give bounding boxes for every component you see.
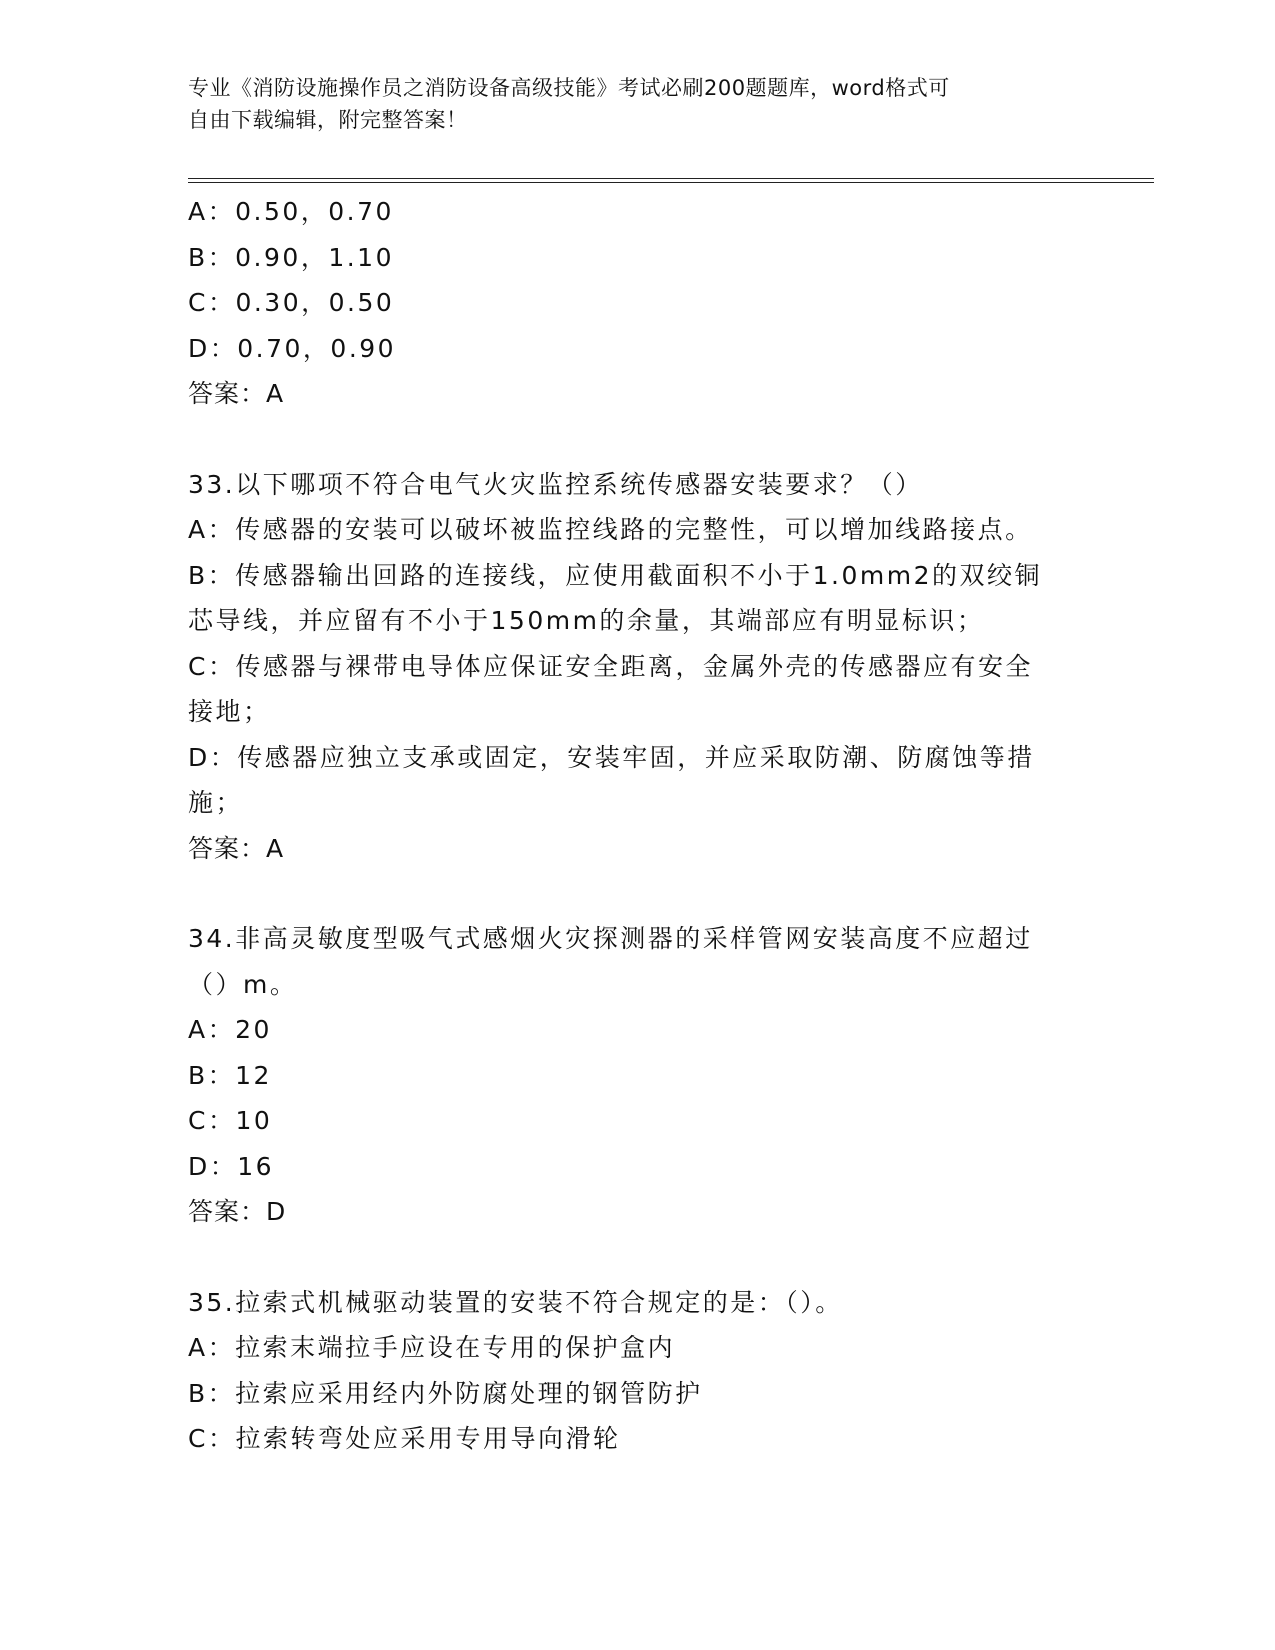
option-c: C：10 [188,1106,273,1135]
question-text: 33.以下哪项不符合电气火灾监控系统传感器安装要求？（） [188,469,923,499]
question-32 [188,189,1088,417]
answer: 答案：D [188,1197,287,1226]
option-b: B：传感器输出回路的连接线，应使用截面积不小于1.0mm2的双绞铜 [188,560,1043,590]
question-text-continued: （）m。 [188,969,298,999]
option-d: D：0.70，0.90 [188,333,397,363]
question-text: 34.非高灵敏度型吸气式感烟火灾探测器的采样管网安装高度不应超过 [188,924,1033,953]
header-line-1: 专业《消防设施操作员之消防设备高级技能》考试必刷200题题库，word格式可 [188,76,950,100]
question-34 [188,916,1088,1235]
page-header [188,72,1088,136]
header-line-2: 自由下载编辑，附完整答案！ [188,108,468,132]
option-a: A：拉索末端拉手应设在专用的保护盒内 [188,1333,676,1362]
option-a: A：传感器的安装可以破坏被监控线路的完整性，可以增加线路接点。 [188,515,1033,544]
answer: 答案：A [188,379,285,408]
header-divider [188,178,1154,183]
option-c: C：拉索转弯处应采用专用导向滑轮 [188,1424,621,1453]
option-a: A：0.50，0.70 [188,197,394,226]
option-c: C：0.30，0.50 [188,288,395,317]
option-a: A：20 [188,1015,272,1044]
option-c: C：传感器与裸带电导体应保证安全距离，金属外壳的传感器应有安全 [188,651,1033,681]
option-b: B：0.90，1.10 [188,242,394,272]
question-text: 35.拉索式机械驱动装置的安装不符合规定的是：（）。 [188,1287,843,1317]
option-c-continued: 接地； [188,697,271,726]
answer: 答案：A [188,833,285,863]
option-d-continued: 施； [188,788,244,817]
question-33 [188,462,1088,872]
option-b: B：拉索应采用经内外防腐处理的钢管防护 [188,1378,703,1408]
question-35 [188,1280,1088,1462]
option-d: D：16 [188,1151,275,1181]
option-b: B：12 [188,1060,272,1090]
option-d: D：传感器应独立支承或固定，安装牢固，并应采取防潮、防腐蚀等措 [188,742,1035,772]
question-list [188,189,1088,1462]
option-b-continued: 芯导线，并应留有不小于150mm的余量，其端部应有明显标识； [188,606,985,635]
